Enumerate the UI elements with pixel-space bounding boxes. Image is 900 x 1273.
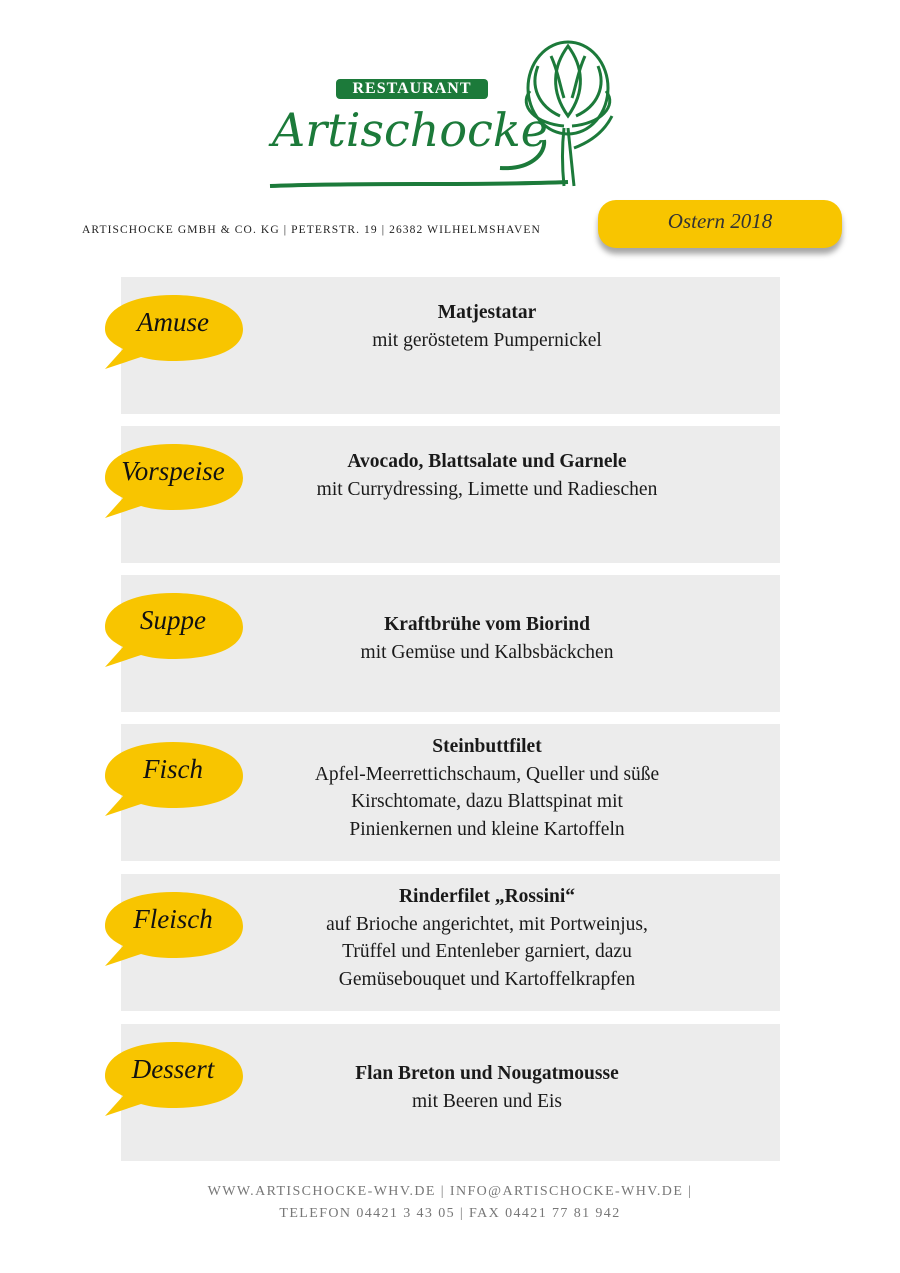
course-label: Dessert (131, 1054, 215, 1084)
dish-line: mit Beeren und Eis (411, 1090, 562, 1112)
speech-bubble-icon (103, 591, 245, 667)
dish-title: Steinbuttfilet (432, 736, 542, 757)
course-fisch (121, 724, 780, 861)
dish-description (267, 1060, 707, 1115)
course-amuse (121, 277, 780, 414)
dish-description (267, 733, 707, 843)
dish-description (267, 883, 707, 993)
course-label: Fleisch (133, 904, 213, 934)
dish-title: Flan Breton und Nougatmousse (355, 1063, 619, 1084)
footer-contact (0, 1181, 900, 1225)
dish-line: mit Currydressing, Limette und Radieschen (316, 478, 658, 500)
course-fleisch (121, 874, 780, 1011)
speech-bubble-icon (103, 442, 245, 518)
restaurant-logo (268, 36, 640, 196)
dish-line: Apfel-Meerrettichschaum, Queller und süße (314, 763, 660, 785)
speech-bubble-icon (103, 1040, 245, 1116)
speech-bubble-icon (103, 740, 245, 816)
dish-title: Matjestatar (437, 302, 537, 323)
dish-line: mit geröstetem Pumpernickel (372, 329, 602, 351)
dish-line: Kirschtomate, dazu Blattspinat mit (351, 791, 623, 812)
speech-bubble-icon (103, 293, 245, 369)
restaurant-badge: RESTAURANT (336, 79, 488, 99)
dish-line: auf Brioche angerichtet, mit Portweinjus, (326, 913, 648, 935)
dish-line: mit Gemüse und Kalbsbäckchen (360, 641, 614, 663)
restaurant-name: Artischocke (272, 103, 548, 157)
course-label: Fisch (143, 754, 203, 784)
dish-description (267, 448, 707, 503)
occasion-badge: Ostern 2018 (598, 200, 842, 248)
company-address: ARTISCHOCKE GMBH & CO. KG | PETERSTR. 19 | 26382 WILHELMSHAVEN (82, 224, 541, 236)
footer-web-email: WWW.ARTISCHOCKE-WHV.DE | INFO@ARTISCHOCKE-WHV.DE | (207, 1184, 693, 1199)
speech-bubble-icon (103, 890, 245, 966)
dish-title: Kraftbrühe vom Biorind (384, 614, 590, 635)
course-dessert (121, 1024, 780, 1161)
course-label: Vorspeise (121, 456, 225, 486)
footer-phone-fax: TELEFON 04421 3 43 05 | FAX 04421 77 81 942 (279, 1206, 621, 1221)
course-suppe (121, 575, 780, 712)
course-vorspeise (121, 426, 780, 563)
course-label: Amuse (137, 307, 209, 337)
dish-line: Trüffel und Entenleber garniert, dazu (342, 941, 632, 962)
dish-description (267, 611, 707, 666)
dish-line: Pinienkernen und kleine Kartoffeln (349, 818, 625, 840)
dish-line: Gemüsebouquet und Kartoffelkrapfen (338, 968, 636, 990)
dish-title: Avocado, Blattsalate und Garnele (347, 451, 627, 472)
dish-title: Rinderfilet „Rossini“ (398, 886, 576, 907)
dish-description (267, 299, 707, 354)
course-label: Suppe (140, 605, 206, 635)
